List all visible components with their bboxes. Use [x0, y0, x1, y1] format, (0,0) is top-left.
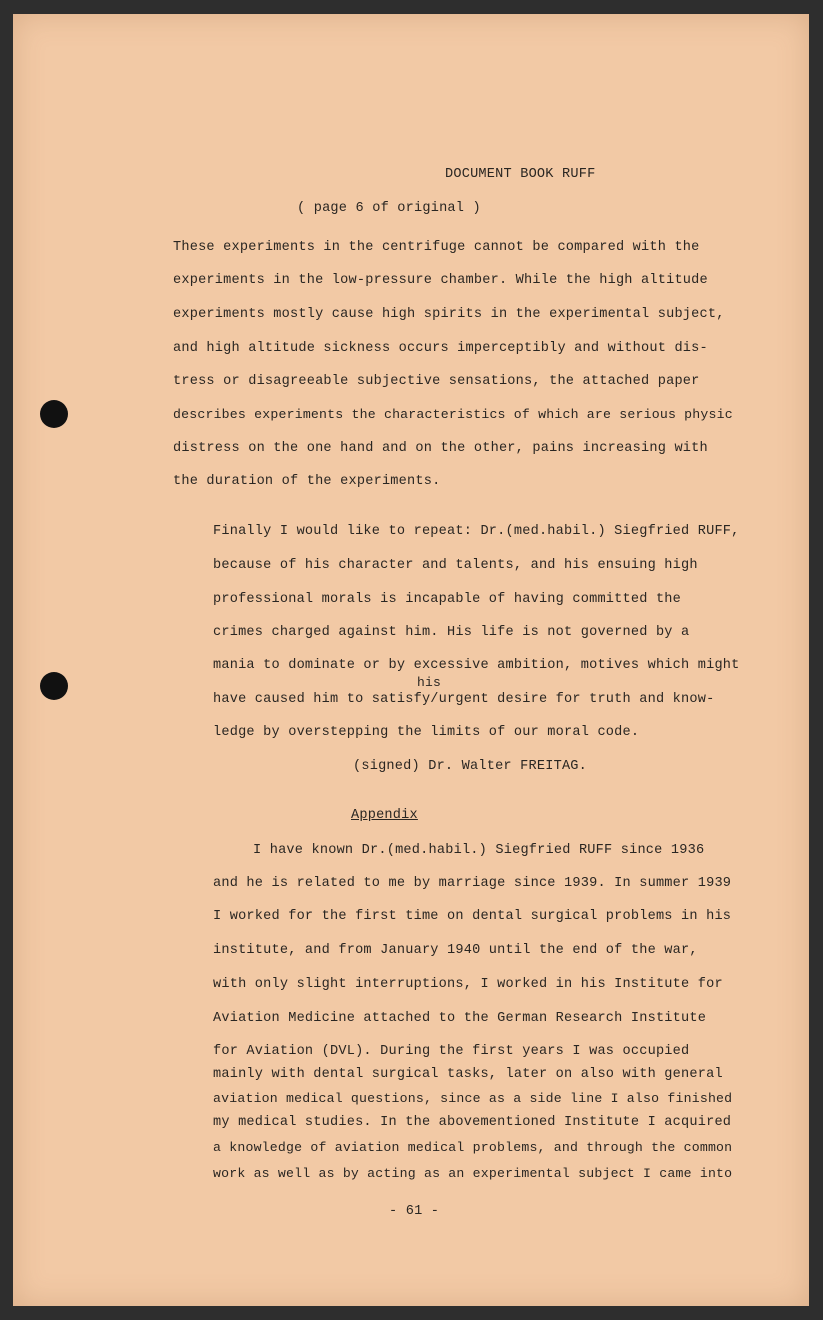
- text-line: I have known Dr.(med.habil.) Siegfried RUFF since 1936: [253, 843, 705, 858]
- page-reference: ( page 6 of original ): [297, 201, 481, 216]
- text-line: a knowledge of aviation medical problems, and through the common: [213, 1140, 733, 1155]
- punch-hole-lower: [40, 672, 68, 700]
- text-line: and he is related to me by marriage since 1939. In summer 1939: [213, 876, 732, 891]
- text-line: ledge by overstepping the limits of our moral code.: [213, 725, 640, 740]
- appendix-heading: Appendix: [351, 808, 418, 823]
- signature-line: (signed) Dr. Walter FREITAG.: [353, 759, 588, 774]
- text-line: I worked for the first time on dental surgical problems in his: [213, 909, 732, 924]
- text-line: have caused him to satisfy/urgent desire for truth and know-: [213, 692, 715, 707]
- handwritten-insertion: his: [417, 675, 442, 690]
- text-line: with only slight interruptions, I worked in his Institute for: [213, 977, 723, 992]
- punch-hole-upper: [40, 400, 68, 428]
- text-line: experiments in the low-pressure chamber. While the high altitude: [173, 273, 708, 288]
- text-line: my medical studies. In the abovementioned Institute I acquired: [213, 1115, 732, 1130]
- text-line: and high altitude sickness occurs imperceptibly and without dis-: [173, 341, 708, 356]
- document-page: [13, 14, 809, 1306]
- text-line: distress on the one hand and on the other, pains increasing with: [173, 441, 708, 456]
- text-line: experiments mostly cause high spirits in the experimental subject,: [173, 307, 725, 322]
- document-title: DOCUMENT BOOK RUFF: [445, 167, 596, 182]
- page-number: - 61 -: [389, 1204, 440, 1219]
- text-line: crimes charged against him. His life is not governed by a: [213, 625, 690, 640]
- text-line: the duration of the experiments.: [173, 474, 441, 489]
- text-line: These experiments in the centrifuge cannot be compared with the: [173, 240, 700, 255]
- text-line: Finally I would like to repeat: Dr.(med.habil.) Siegfried RUFF,: [213, 524, 740, 539]
- text-line: for Aviation (DVL). During the first years I was occupied: [213, 1044, 690, 1059]
- text-line: Aviation Medicine attached to the German Research Institute: [213, 1011, 707, 1026]
- text-line: mania to dominate or by excessive ambition, motives which might: [213, 658, 740, 673]
- text-line: aviation medical questions, since as a side line I also finished: [213, 1091, 733, 1106]
- text-line: mainly with dental surgical tasks, later on also with general: [213, 1067, 723, 1082]
- text-line: because of his character and talents, and his ensuing high: [213, 558, 698, 573]
- text-line: professional morals is incapable of having committed the: [213, 592, 682, 607]
- text-line: describes experiments the characteristics of which are serious physic: [173, 407, 733, 422]
- text-line: institute, and from January 1940 until the end of the war,: [213, 943, 698, 958]
- text-line: work as well as by acting as an experimental subject I came into: [213, 1166, 733, 1181]
- text-line: tress or disagreeable subjective sensations, the attached paper: [173, 374, 700, 389]
